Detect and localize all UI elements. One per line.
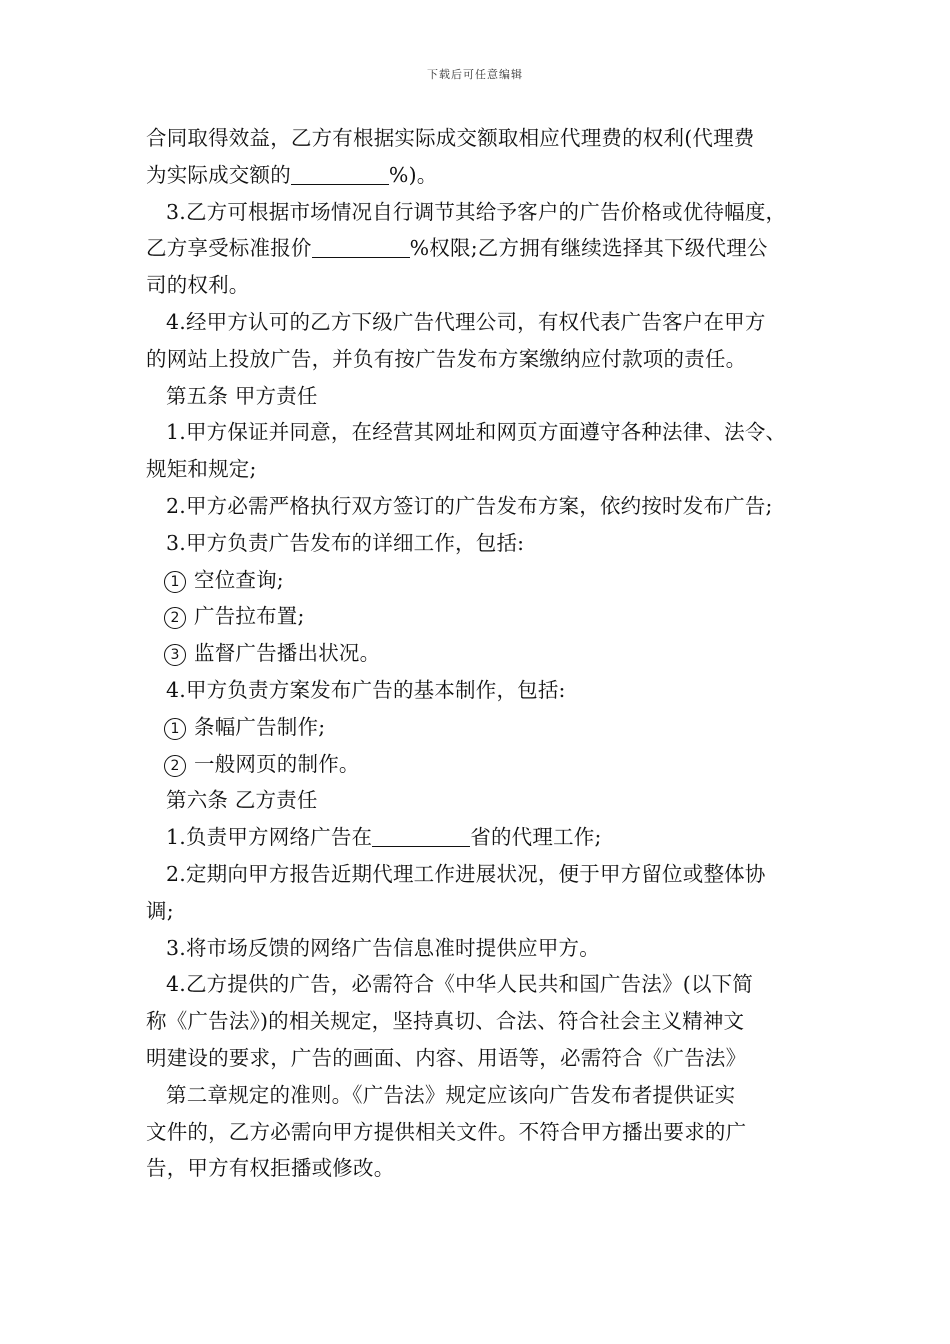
page-header: 下载后可任意编辑 <box>427 68 523 81</box>
circled-number-icon: 3 <box>164 644 186 666</box>
text-line: 规矩和规定; <box>146 457 257 482</box>
text-line: 1.甲方保证并同意，在经营其网址和网页方面遵守各种法律、法令、 <box>166 420 787 445</box>
text-line: 明建设的要求，广告的画面、内容、用语等，必需符合《广告法》 <box>146 1045 747 1070</box>
text-line: 称《广告法》)的相关规定，坚持真切、合法、符合社会主义精神文 <box>146 1009 745 1034</box>
list-item <box>146 709 821 746</box>
text-line: 的网站上投放广告，并负有按广告发布方案缴纳应付款项的责任。 <box>146 346 747 371</box>
list-item-text: 条幅广告制作; <box>194 714 326 739</box>
list-item-text: 空位查询; <box>194 567 284 592</box>
text-line: 3.将市场反馈的网络广告信息准时提供应甲方。 <box>166 935 600 960</box>
circled-number-icon: 1 <box>164 718 186 740</box>
text-span: 为实际成交额的 <box>146 162 291 187</box>
list-item <box>146 746 821 783</box>
circled-number-icon: 1 <box>164 571 186 593</box>
text-line: 4.乙方提供的广告，必需符合《中华人民共和国广告法》(以下简 <box>166 972 754 997</box>
text-line: 司的权利。 <box>146 273 250 298</box>
section-heading: 第六条 乙方责任 <box>166 788 318 813</box>
text-span: 乙方享受标准报价 <box>146 236 312 261</box>
text-line <box>146 157 821 194</box>
text-line: 2.定期向甲方报告近期代理工作进展状况，便于甲方留位或整体协 <box>166 861 766 886</box>
blank-field <box>291 162 389 185</box>
section-heading: 第五条 甲方责任 <box>166 383 318 408</box>
text-line: 4.经甲方认可的乙方下级广告代理公司，有权代表广告客户在甲方 <box>166 309 766 334</box>
text-line: 合同取得效益，乙方有根据实际成交额取相应代理费的权利(代理费 <box>146 126 755 150</box>
text-line: 告，甲方有权拒播或修改。 <box>146 1156 395 1181</box>
text-span: 省的代理工作; <box>470 825 602 850</box>
list-item-text: 一般网页的制作。 <box>194 751 360 776</box>
text-line <box>146 230 821 267</box>
text-line: 4.甲方负责方案发布广告的基本制作，包括: <box>166 677 566 702</box>
list-item-text: 监督广告播出状况。 <box>194 641 381 666</box>
list-item <box>146 635 821 672</box>
text-span: %)。 <box>388 162 438 187</box>
circled-number-icon: 2 <box>164 607 186 629</box>
text-line: 文件的，乙方必需向甲方提供相关文件。不符合甲方播出要求的广 <box>146 1119 747 1144</box>
text-span: %权限;乙方拥有继续选择其下级代理公 <box>409 236 768 261</box>
text-line: 2.甲方必需严格执行双方签订的广告发布方案，依约按时发布广告; <box>166 493 773 518</box>
text-line: 第二章规定的准则。《广告法》规定应该向广告发布者提供证实 <box>166 1082 736 1107</box>
list-item <box>146 598 821 635</box>
text-line: 3.乙方可根据市场情况自行调节其给予客户的广告价格或优待幅度， <box>166 199 787 224</box>
text-line: 调; <box>146 898 174 923</box>
blank-field <box>312 235 410 258</box>
list-item <box>146 562 821 599</box>
circled-number-icon: 2 <box>164 755 186 777</box>
document-body <box>146 120 821 1187</box>
text-line: 3.甲方负责广告发布的详细工作，包括: <box>166 530 525 555</box>
blank-field <box>372 824 470 847</box>
text-line <box>146 819 821 856</box>
list-item-text: 广告拉布置; <box>194 604 305 629</box>
text-span: 1.负责甲方网络广告在 <box>166 825 373 850</box>
